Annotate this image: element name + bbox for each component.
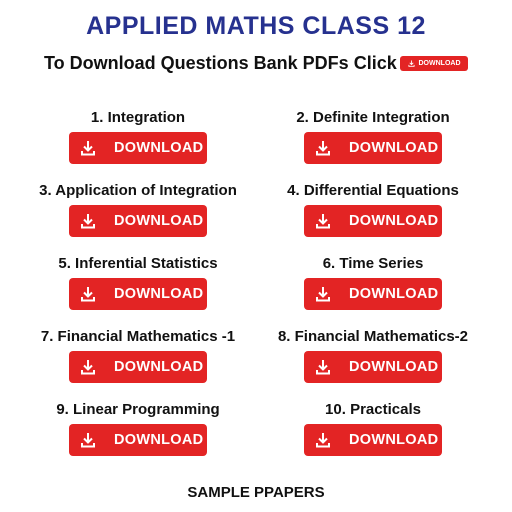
download-button-linear-programming[interactable] xyxy=(69,424,207,456)
download-icon xyxy=(80,213,96,229)
download-label: DOWNLOAD xyxy=(114,432,204,448)
download-icon xyxy=(408,60,415,67)
download-icon xyxy=(80,432,96,448)
download-button-inferential-statistics[interactable] xyxy=(69,278,207,310)
topic-differential-equations xyxy=(253,181,493,237)
download-label: DOWNLOAD xyxy=(349,140,439,156)
download-icon xyxy=(315,359,331,375)
download-label: DOWNLOAD xyxy=(349,432,439,448)
topic-label: 6. Time Series xyxy=(322,255,424,272)
topic-definite-integration xyxy=(253,108,493,164)
download-label: DOWNLOAD xyxy=(349,359,439,375)
download-button-application-of-integration[interactable] xyxy=(69,205,207,237)
page-subtitle: To Download Questions Bank PDFs Click xyxy=(44,53,397,73)
topic-label: 1. Integration xyxy=(90,109,186,126)
download-button-integration[interactable] xyxy=(69,132,207,164)
topic-financial-mathematics-2 xyxy=(253,327,493,383)
download-icon xyxy=(315,432,331,448)
download-label: DOWNLOAD xyxy=(114,286,204,302)
download-label: DOWNLOAD xyxy=(114,140,204,156)
download-icon xyxy=(315,213,331,229)
topic-label: 9. Linear Programming xyxy=(56,401,220,418)
topic-linear-programming xyxy=(18,400,258,456)
topic-inferential-statistics xyxy=(18,254,258,310)
topic-label: 10. Practicals xyxy=(325,401,421,418)
download-icon xyxy=(315,140,331,156)
topic-integration xyxy=(18,108,258,164)
download-icon xyxy=(80,140,96,156)
download-label: DOWNLOAD xyxy=(114,359,204,375)
topic-label: 2. Definite Integration xyxy=(296,109,450,126)
topic-label: 8. Financial Mathematics-2 xyxy=(277,328,469,345)
topic-label: 7. Financial Mathematics -1 xyxy=(40,328,236,345)
header-download-label: DOWNLOAD xyxy=(418,60,461,67)
topic-label: 5. Inferential Statistics xyxy=(58,255,218,272)
download-icon xyxy=(80,286,96,302)
download-label: DOWNLOAD xyxy=(349,213,439,229)
topic-time-series xyxy=(253,254,493,310)
footer-text: SAMPLE PPAPERS xyxy=(187,484,325,501)
download-button-definite-integration[interactable] xyxy=(304,132,442,164)
download-button-differential-equations[interactable] xyxy=(304,205,442,237)
header-download-button[interactable] xyxy=(400,56,468,71)
topic-application-of-integration xyxy=(18,181,258,237)
page-title: APPLIED MATHS CLASS 12 xyxy=(86,12,426,40)
download-button-financial-mathematics-2[interactable] xyxy=(304,351,442,383)
download-button-time-series[interactable] xyxy=(304,278,442,310)
download-button-practicals[interactable] xyxy=(304,424,442,456)
topic-label: 4. Differential Equations xyxy=(287,182,459,199)
download-icon xyxy=(80,359,96,375)
download-button-financial-mathematics-1[interactable] xyxy=(69,351,207,383)
download-icon xyxy=(315,286,331,302)
topic-label: 3. Application of Integration xyxy=(39,182,237,199)
topic-practicals xyxy=(253,400,493,456)
download-label: DOWNLOAD xyxy=(114,213,204,229)
download-label: DOWNLOAD xyxy=(349,286,439,302)
topic-financial-mathematics-1 xyxy=(18,327,258,383)
